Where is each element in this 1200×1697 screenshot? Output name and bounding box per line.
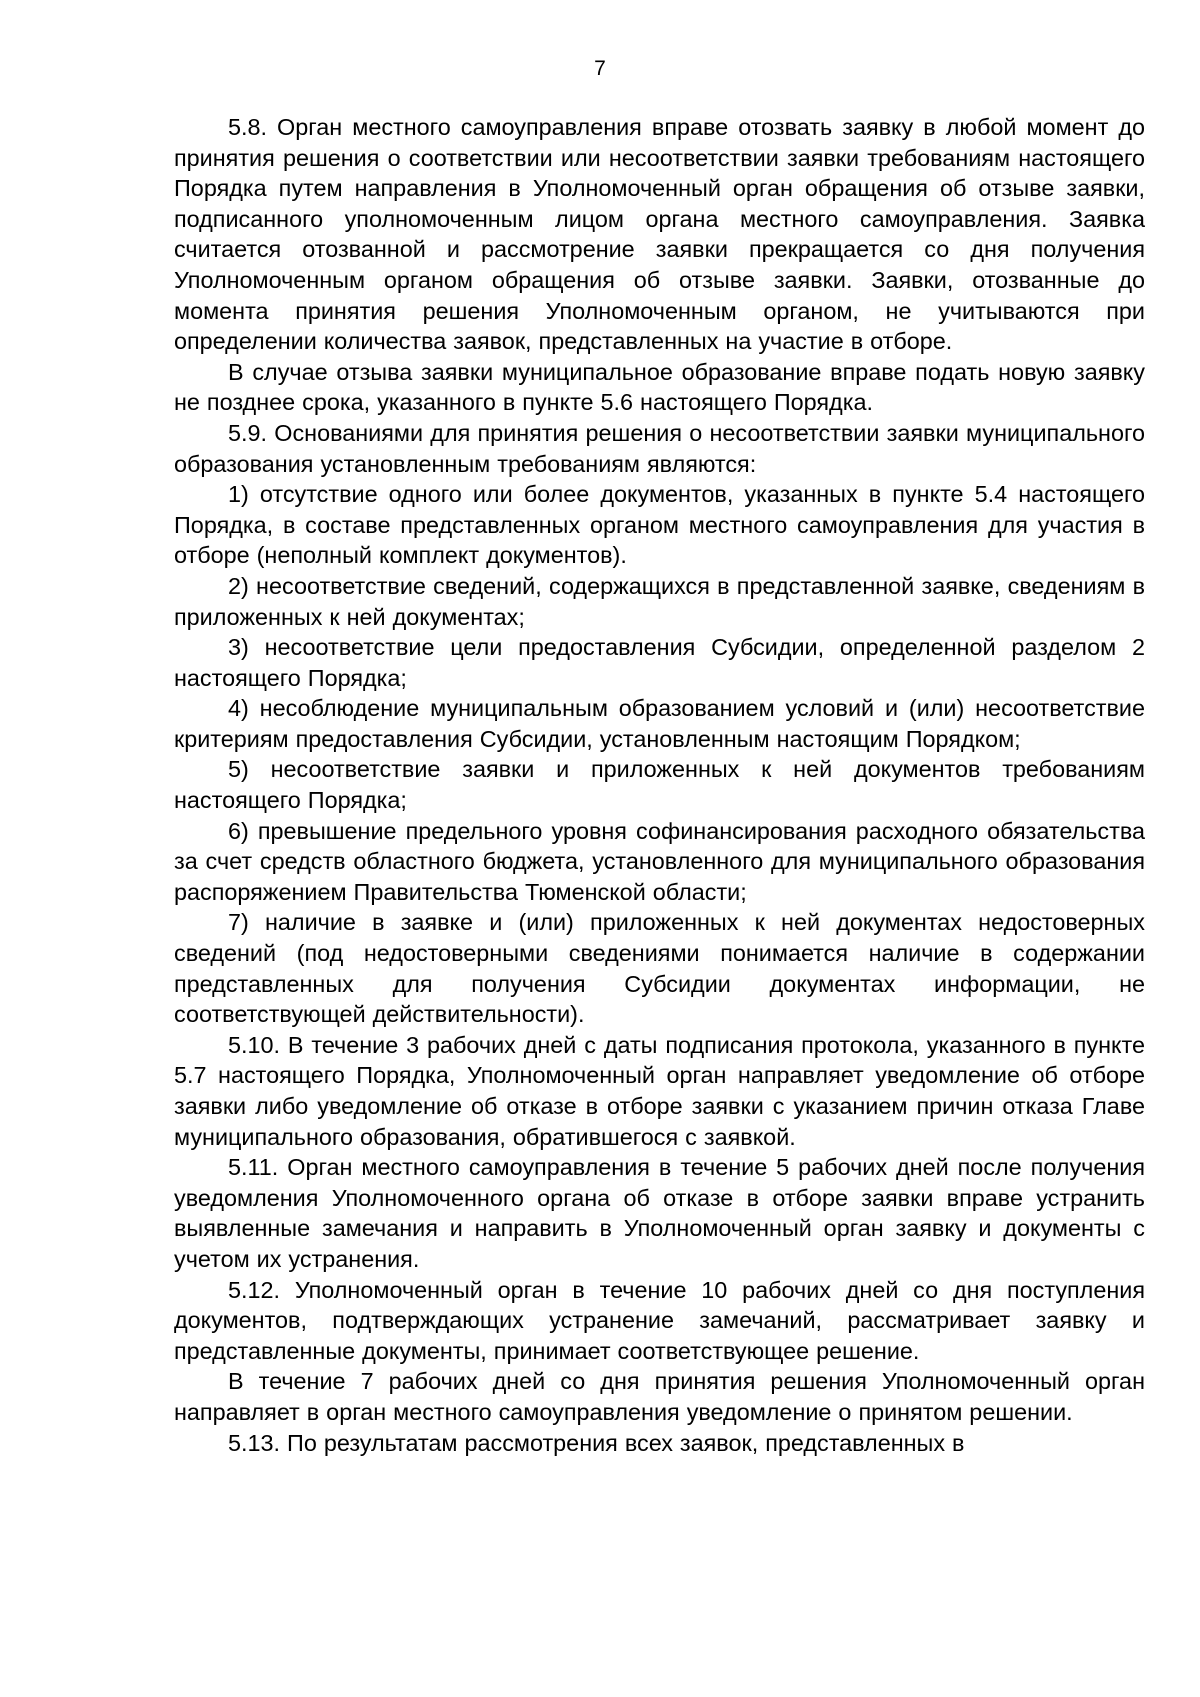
list-item-3: 3) несоответствие цели предоставления Субсидии, определенной разделом 2 настоящего Порядка;	[174, 634, 1145, 691]
paragraph-5-13: 5.13. По результатам рассмотрения всех заявок, представленных в	[228, 1429, 965, 1456]
paragraph-withdrawal-resubmission: В случае отзыва заявки муниципальное образование вправе подать новую заявку не позднее срока, указанного в пункте 5.6 настоящего Порядка.	[174, 358, 1145, 416]
paragraph-5-8: 5.8. Орган местного самоуправления вправе отозвать заявку в любой момент до принятия решения о соответствии или несоответствии заявки требованиям настоящего Порядка путем направления в Уполномоченный орган обращения об отзыве заявки, подписанного уполномоченным лицом органа местного самоуправления. Заявка считается отозванной и рассмотрение заявки прекращается со дня получения Уполномоченным органом обращения об отзыве заявки. Заявки, отозванные до момента принятия решения Уполномоченным органом, не учитываются при определении количества заявок, представленных на участие в отборе.	[174, 114, 1145, 355]
paragraph-5-9: 5.9. Основаниями для принятия решения о несоответствии заявки муниципального образования установленным требованиям являются:	[174, 419, 1145, 477]
list-item-5: 5) несоответствие заявки и приложенных к ней документов требованиям настоящего Порядка;	[174, 756, 1145, 814]
list-item-7: 7) наличие в заявке и (или) приложенных к ней документах недостоверных сведений (под недостоверными сведениями понимается наличие в содержании представленных для получения Субсидии документах информации, не соответствующей действительности).	[174, 909, 1145, 1028]
list-item-1: 1) отсутствие одного или более документов, указанных в пункте 5.4 настоящего Порядка, в составе представленных органом местного самоуправления для участия в отборе (неполный комплект документов).	[174, 481, 1145, 569]
paragraph-5-10: 5.10. В течение 3 рабочих дней с даты подписания протокола, указанного в пункте 5.7 настоящего Порядка, Уполномоченный орган направляет уведомление об отборе заявки либо уведомление об отказе в отборе заявки с указанием причин отказа Главе муниципального образования, обратившегося с заявкой.	[174, 1031, 1145, 1150]
document-body	[174, 112, 1145, 1458]
paragraph-5-11: 5.11. Орган местного самоуправления в течение 5 рабочих дней после получения уведомления Уполномоченного органа об отказе в отборе заявки вправе устранить выявленные замечания и направить в Уполномоченный орган заявку и документы с учетом их устранения.	[174, 1154, 1145, 1272]
list-item-4: 4) несоблюдение муниципальным образованием условий и (или) несоответствие критериям предоставления Субсидии, установленным настоящим Порядком;	[174, 695, 1145, 752]
paragraph-5-12: 5.12. Уполномоченный орган в течение 10 рабочих дней со дня поступления документов, подтверждающих устранение замечаний, рассматривает заявку и представленные документы, принимает соответствующее решение.	[174, 1276, 1145, 1364]
list-item-6: 6) превышение предельного уровня софинансирования расходного обязательства за счет средств областного бюджета, установленного для муниципального образования распоряжением Правительства Тюменской области;	[174, 817, 1145, 905]
page-number: 7	[594, 57, 606, 80]
paragraph-decision-notice: В течение 7 рабочих дней со дня принятия решения Уполномоченный орган направляет в орган местного самоуправления уведомление о принятом решении.	[174, 1368, 1145, 1425]
list-item-2: 2) несоответствие сведений, содержащихся в представленной заявке, сведениям в приложенных к ней документах;	[174, 572, 1145, 630]
